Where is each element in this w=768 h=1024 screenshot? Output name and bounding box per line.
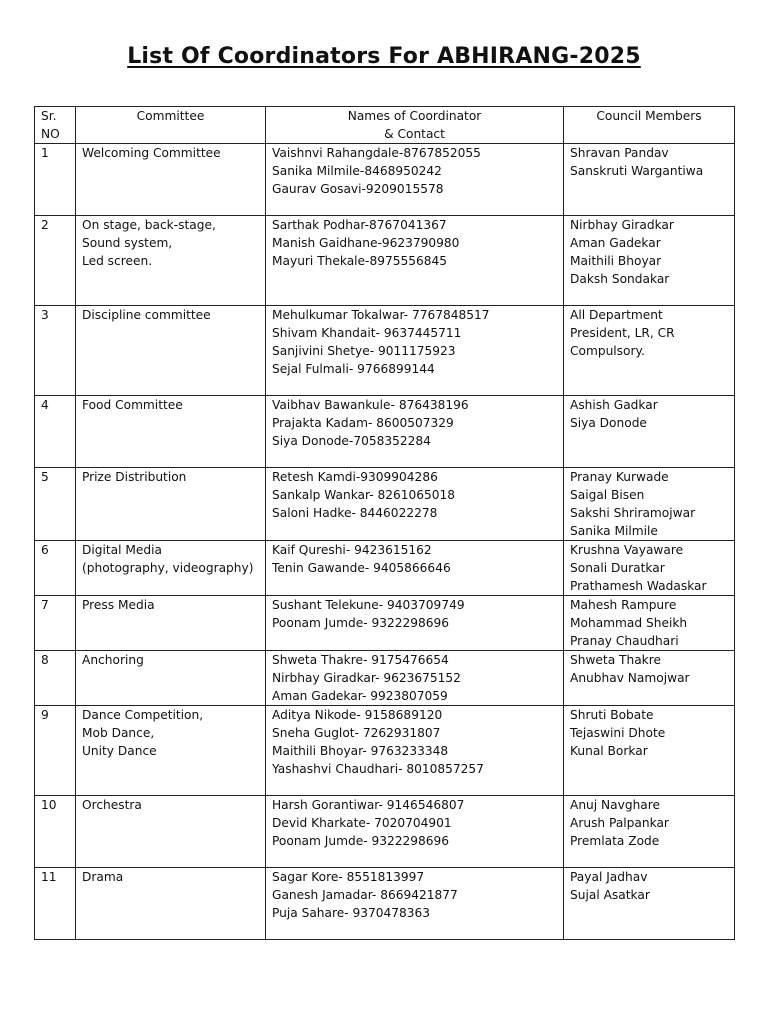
header-committee: Committee	[76, 107, 266, 144]
table-row	[35, 144, 735, 216]
cell-coordinators-line: Siya Donode-7058352284	[272, 434, 431, 448]
cell-council-members	[564, 396, 735, 468]
cell-coordinators	[266, 144, 564, 216]
cell-coordinators-line: Prajakta Kadam- 8600507329	[272, 416, 454, 430]
cell-sr-no	[35, 216, 76, 306]
cell-sr-no	[35, 468, 76, 541]
cell-coordinators-line: Tenin Gawande- 9405866646	[272, 561, 451, 575]
cell-council-members-line: Mohammad Sheikh	[570, 616, 688, 630]
cell-committee-line: Prize Distribution	[82, 470, 187, 484]
cell-committee	[76, 468, 266, 541]
cell-committee-line: Welcoming Committee	[82, 146, 221, 160]
cell-council-members	[564, 868, 735, 940]
cell-committee-line: On stage, back-stage,	[82, 218, 216, 232]
page-title: List Of Coordinators For ABHIRANG-2025	[127, 44, 641, 69]
cell-council-members-line: Sanskruti Wargantiwa	[570, 164, 704, 178]
cell-council-members	[564, 216, 735, 306]
table-row	[35, 796, 735, 868]
cell-council-members-line: Sanika Milmile	[570, 524, 658, 538]
cell-coordinators-line: Ganesh Jamadar- 8669421877	[272, 888, 458, 902]
cell-council-members-line: Arush Palpankar	[570, 816, 669, 830]
cell-coordinators-line: Poonam Jumde- 9322298696	[272, 616, 450, 630]
cell-sr-no-text: 4	[41, 398, 49, 412]
cell-committee	[76, 868, 266, 940]
header-no-line: NO	[41, 127, 60, 141]
table-row	[35, 868, 735, 940]
header-sr-line: Sr.	[41, 109, 57, 123]
cell-sr-no	[35, 396, 76, 468]
cell-sr-no-text: 6	[41, 543, 49, 557]
cell-coordinators-line: Maithili Bhoyar- 9763233348	[272, 744, 449, 758]
cell-coordinators	[266, 216, 564, 306]
cell-council-members	[564, 306, 735, 396]
cell-sr-no	[35, 651, 76, 706]
cell-coordinators-line: Yashashvi Chaudhari- 8010857257	[272, 762, 484, 776]
cell-coordinators-line: Puja Sahare- 9370478363	[272, 906, 431, 920]
cell-coordinators-line: Harsh Gorantiwar- 9146546807	[272, 798, 465, 812]
cell-committee-line: Unity Dance	[82, 744, 157, 758]
coordinators-table	[34, 106, 735, 940]
cell-sr-no	[35, 144, 76, 216]
cell-sr-no-text: 11	[41, 870, 57, 884]
cell-coordinators-line: Sanika Milmile-8468950242	[272, 164, 442, 178]
cell-council-members	[564, 651, 735, 706]
cell-coordinators-line: Vaishnvi Rahangdale-8767852055	[272, 146, 481, 160]
cell-coordinators-line: Saloni Hadke- 8446022278	[272, 506, 438, 520]
cell-coordinators-line: Nirbhay Giradkar- 9623675152	[272, 671, 461, 685]
cell-council-members-line: Prathamesh Wadaskar	[570, 579, 707, 593]
cell-council-members-line: Shweta Thakre	[570, 653, 661, 667]
table-row	[35, 216, 735, 306]
cell-coordinators-line: Mehulkumar Tokalwar- 7767848517	[272, 308, 490, 322]
cell-council-members-line: Aman Gadekar	[570, 236, 661, 250]
header-council: Council Members	[564, 107, 735, 144]
cell-council-members-line: Compulsory.	[570, 344, 645, 358]
header-sr-no	[35, 107, 76, 144]
cell-council-members	[564, 144, 735, 216]
cell-sr-no-text: 7	[41, 598, 49, 612]
cell-sr-no-text: 1	[41, 146, 49, 160]
cell-sr-no-text: 3	[41, 308, 49, 322]
table-row	[35, 541, 735, 596]
cell-committee	[76, 706, 266, 796]
cell-coordinators-line: Sankalp Wankar- 8261065018	[272, 488, 456, 502]
cell-coordinators-line: Sejal Fulmali- 9766899144	[272, 362, 435, 376]
cell-council-members-line: Sakshi Shriramojwar	[570, 506, 696, 520]
cell-council-members	[564, 596, 735, 651]
cell-coordinators-line: Poonam Jumde- 9322298696	[272, 834, 450, 848]
cell-sr-no-text: 10	[41, 798, 57, 812]
cell-sr-no	[35, 706, 76, 796]
cell-committee	[76, 651, 266, 706]
cell-council-members	[564, 468, 735, 541]
table-row	[35, 306, 735, 396]
cell-council-members-line: Tejaswini Dhote	[570, 726, 666, 740]
cell-coordinators-line: Gaurav Gosavi-9209015578	[272, 182, 444, 196]
cell-committee-line: Led screen.	[82, 254, 153, 268]
cell-council-members-line: President, LR, CR	[570, 326, 675, 340]
cell-council-members-line: Anubhav Namojwar	[570, 671, 690, 685]
cell-coordinators-line: Sarthak Podhar-8767041367	[272, 218, 447, 232]
cell-coordinators	[266, 596, 564, 651]
cell-coordinators-line: Kaif Qureshi- 9423615162	[272, 543, 432, 557]
cell-coordinators	[266, 468, 564, 541]
cell-committee-line: (photography, videography)	[82, 561, 254, 575]
cell-sr-no-text: 5	[41, 470, 49, 484]
cell-council-members-line: Nirbhay Giradkar	[570, 218, 674, 232]
cell-council-members-line: Mahesh Rampure	[570, 598, 677, 612]
cell-council-members-line: Sonali Duratkar	[570, 561, 665, 575]
cell-committee	[76, 541, 266, 596]
table-row	[35, 468, 735, 541]
cell-committee-line: Sound system,	[82, 236, 173, 250]
cell-coordinators-line: Sanjivini Shetye- 9011175923	[272, 344, 456, 358]
cell-coordinators-line: Shivam Khandait- 9637445711	[272, 326, 462, 340]
cell-committee-line: Food Committee	[82, 398, 183, 412]
cell-council-members-line: Maithili Bhoyar	[570, 254, 662, 268]
cell-coordinators	[266, 541, 564, 596]
cell-council-members-line: Siya Donode	[570, 416, 647, 430]
cell-committee-line: Press Media	[82, 598, 155, 612]
cell-sr-no-text: 8	[41, 653, 49, 667]
cell-committee-line: Orchestra	[82, 798, 142, 812]
cell-sr-no	[35, 541, 76, 596]
cell-sr-no-text: 9	[41, 708, 49, 722]
cell-committee-line: Anchoring	[82, 653, 144, 667]
table-header-row	[35, 107, 735, 144]
cell-sr-no-text: 2	[41, 218, 49, 232]
cell-sr-no	[35, 596, 76, 651]
cell-committee-line: Discipline committee	[82, 308, 211, 322]
cell-council-members-line: Krushna Vayaware	[570, 543, 684, 557]
cell-coordinators-line: Sneha Guglot- 7262931807	[272, 726, 441, 740]
cell-committee	[76, 396, 266, 468]
cell-council-members-line: Daksh Sondakar	[570, 272, 670, 286]
cell-coordinators-line: Vaibhav Bawankule- 876438196	[272, 398, 469, 412]
cell-committee	[76, 144, 266, 216]
cell-coordinators	[266, 396, 564, 468]
cell-committee-line: Mob Dance,	[82, 726, 155, 740]
cell-coordinators	[266, 868, 564, 940]
cell-committee	[76, 796, 266, 868]
cell-council-members-line: Sujal Asatkar	[570, 888, 650, 902]
cell-committee	[76, 306, 266, 396]
cell-coordinators-line: Shweta Thakre- 9175476654	[272, 653, 449, 667]
cell-coordinators-line: Aman Gadekar- 9923807059	[272, 689, 448, 703]
cell-council-members-line: Pranay Chaudhari	[570, 634, 679, 648]
cell-coordinators-line: Manish Gaidhane-9623790980	[272, 236, 460, 250]
cell-council-members-line: Saigal Bisen	[570, 488, 645, 502]
cell-sr-no	[35, 306, 76, 396]
cell-council-members	[564, 796, 735, 868]
cell-coordinators	[266, 306, 564, 396]
cell-coordinators-line: Retesh Kamdi-9309904286	[272, 470, 438, 484]
cell-council-members-line: All Department	[570, 308, 663, 322]
cell-coordinators-line: Sushant Telekune- 9403709749	[272, 598, 465, 612]
cell-council-members-line: Pranay Kurwade	[570, 470, 669, 484]
cell-council-members-line: Kunal Borkar	[570, 744, 648, 758]
cell-council-members-line: Ashish Gadkar	[570, 398, 658, 412]
table-row	[35, 596, 735, 651]
cell-coordinators-line: Sagar Kore- 8551813997	[272, 870, 425, 884]
cell-committee-line: Dance Competition,	[82, 708, 204, 722]
header-names-line2: & Contact	[384, 127, 445, 141]
cell-council-members	[564, 706, 735, 796]
cell-coordinators	[266, 796, 564, 868]
cell-council-members	[564, 541, 735, 596]
header-names	[266, 107, 564, 144]
cell-council-members-line: Shravan Pandav	[570, 146, 669, 160]
cell-council-members-line: Anuj Navghare	[570, 798, 661, 812]
cell-committee-line: Digital Media	[82, 543, 163, 557]
cell-coordinators-line: Aditya Nikode- 9158689120	[272, 708, 443, 722]
cell-sr-no	[35, 796, 76, 868]
cell-coordinators-line: Devid Kharkate- 7020704901	[272, 816, 452, 830]
cell-committee	[76, 216, 266, 306]
cell-coordinators	[266, 706, 564, 796]
cell-committee-line: Drama	[82, 870, 124, 884]
cell-committee	[76, 596, 266, 651]
header-names-line1: Names of Coordinator	[347, 109, 482, 123]
cell-council-members-line: Shruti Bobate	[570, 708, 654, 722]
table-row	[35, 651, 735, 706]
table-row	[35, 396, 735, 468]
cell-sr-no	[35, 868, 76, 940]
cell-council-members-line: Premlata Zode	[570, 834, 660, 848]
cell-coordinators-line: Mayuri Thekale-8975556845	[272, 254, 447, 268]
cell-coordinators	[266, 651, 564, 706]
table-row	[35, 706, 735, 796]
cell-council-members-line: Payal Jadhav	[570, 870, 648, 884]
